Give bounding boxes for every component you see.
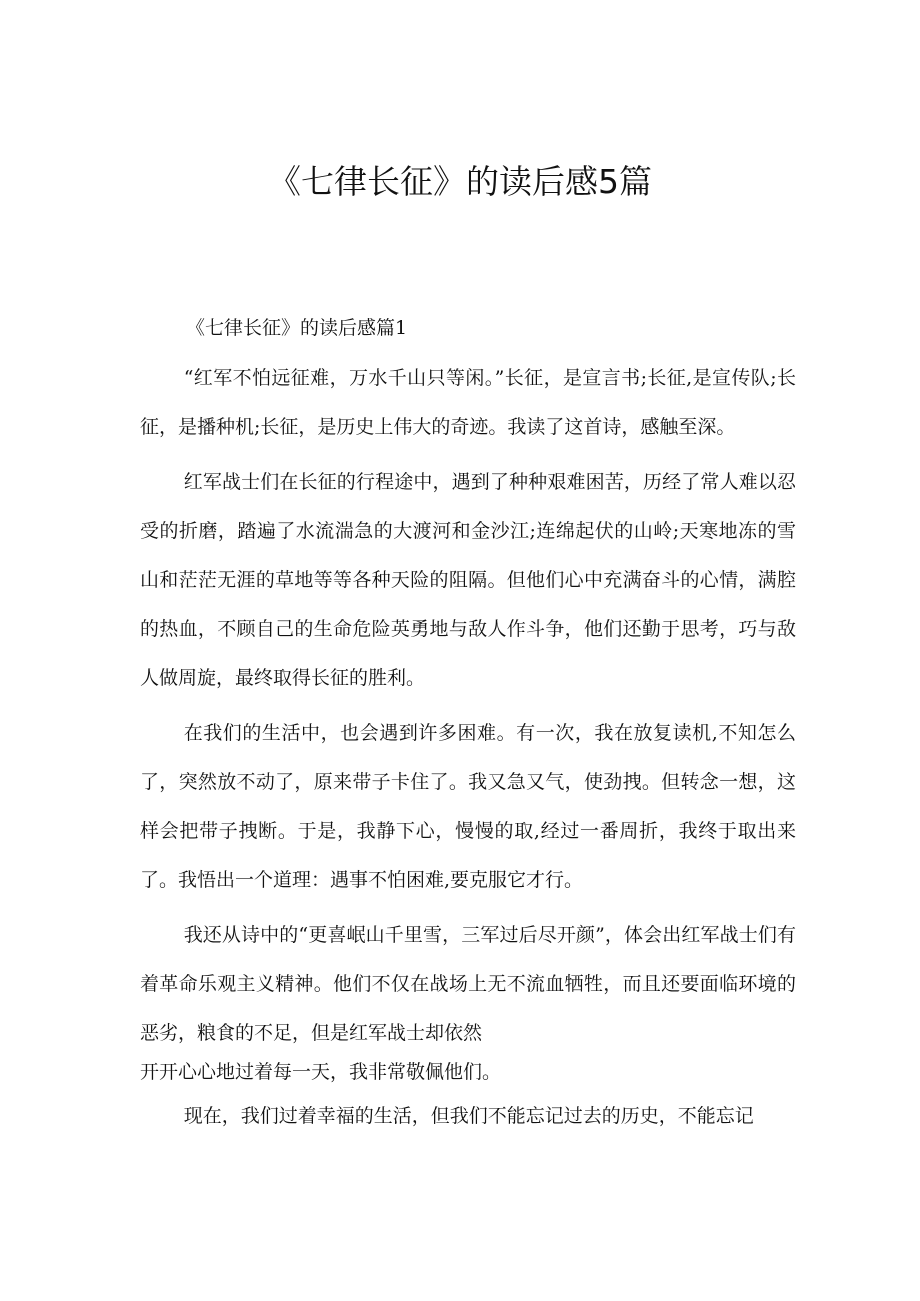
document-title: 《七律长征》的读后感5篇 <box>268 162 652 201</box>
paragraph-5: 现在，我们过着幸福的生活，但我们不能忘记过去的历史，不能忘记 <box>183 1105 754 1127</box>
section-heading: 《七律长征》的读后感篇1 <box>186 317 408 339</box>
paragraph-4-continuation: 开开心心地过着每一天，我非常敬佩他们。 <box>140 1061 502 1083</box>
document-body <box>140 308 796 1141</box>
paragraph-1: “红军不怕远征难，万水千山只等闲。”长征，是宣言书;长征,是宣传队;长征，是播种机;长征，是历史上伟大的奇迹。我读了这首诗，感触至深。 <box>140 367 796 438</box>
paragraph-4: 我还从诗中的“更喜岷山千里雪，三军过后尽开颜”，体会出红军战士们有着革命乐观主义精神。他们不仅在战场上无不流血牺牲，而且还要面临环境的恶劣，粮食的不足，但是红军战士却依然 <box>140 924 796 1044</box>
paragraph-2: 红军战士们在长征的行程途中，遇到了种种艰难困苦，历经了常人难以忍受的折磨，踏遍了水流湍急的大渡河和金沙江;连绵起伏的山岭;天寒地冻的雪山和茫茫无涯的草地等等各种天险的阻隔。但他们心中充满奋斗的心情，满腔的热血，不顾自己的生命危险英勇地与敌人作斗争，他们还勤于思考，巧与敌人做周旋，最终取得长征的胜利。 <box>140 471 796 689</box>
paragraph-3: 在我们的生活中，也会遇到许多困难。有一次，我在放复读机,不知怎么了，突然放不动了，原来带子卡住了。我又急又气，使劲拽。但转念一想，这样会把带子拽断。于是，我静下心，慢慢的取,经过一番周折，我终于取出来了。我悟出一个道理：遇事不怕困难,要克服它才行。 <box>140 722 796 891</box>
